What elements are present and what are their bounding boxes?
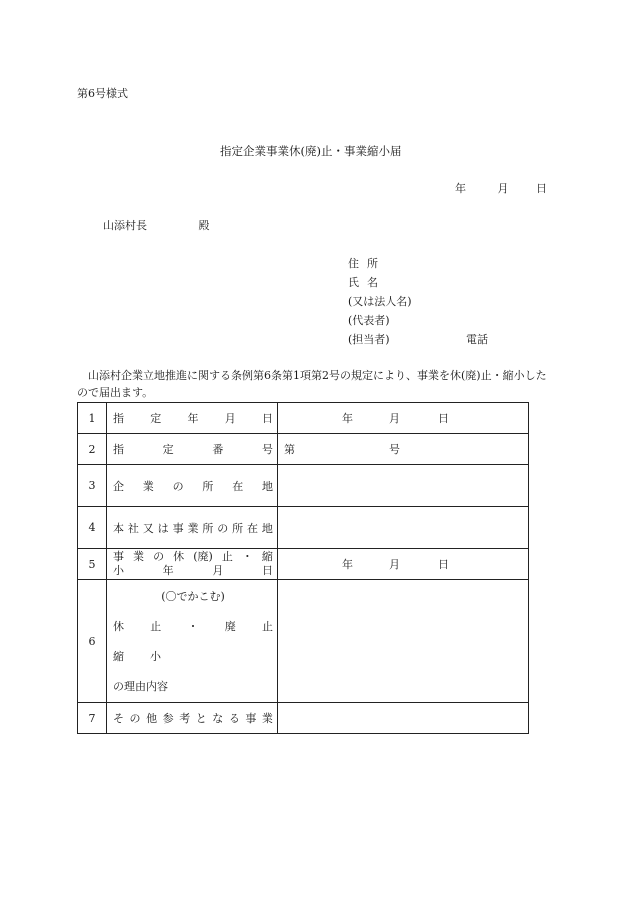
designation-number-value[interactable]: 第 号 (278, 434, 529, 465)
representative-note: (代表者) (348, 314, 390, 327)
office-location-value[interactable] (278, 507, 529, 549)
circle-instruction: (〇でかこむ) (161, 590, 225, 603)
document-title: 指定企業事業休(廃)止・事業縮小届 (220, 144, 402, 158)
suspend-abolish-options: 休 止 ・ 廃 止 (113, 620, 273, 633)
row-number: 7 (78, 703, 107, 734)
suspension-date-value[interactable]: 年 月 日 (278, 549, 529, 580)
row-label (107, 580, 278, 703)
notification-table (77, 402, 529, 734)
date-year: 年 (455, 182, 466, 195)
reduction-option: 縮 小 (113, 650, 161, 663)
table-row-designation-number (78, 434, 529, 465)
row-number: 6 (78, 580, 107, 703)
designation-date-value[interactable]: 年 月 日 (278, 403, 529, 434)
addressee-name: 山添村長 (103, 219, 147, 232)
applicant-block (348, 254, 488, 349)
row-number: 3 (78, 465, 107, 507)
name-label: 氏 名 (348, 276, 378, 289)
company-location-value[interactable] (278, 465, 529, 507)
reason-label: の理由内容 (113, 680, 168, 693)
table-row-office-location (78, 507, 529, 549)
body-text: 山添村企業立地推進に関する条例第6条第1項第2号の規定により、事業を休(廃)止・縮小したので届出ます。 (77, 369, 547, 399)
form-number: 第6号様式 (77, 87, 128, 100)
row-label: 事 業 の 休 (廃) 止 ・ 縮 小 年 月 日 (107, 549, 278, 580)
contact-note: (担当者) (348, 333, 390, 346)
table-row-company-location (78, 465, 529, 507)
row-number: 5 (78, 549, 107, 580)
table-row-suspension-date (78, 549, 529, 580)
date-day: 日 (536, 182, 547, 195)
corporation-note: (又は法人名) (348, 295, 412, 308)
row-label: 企 業 の 所 在 地 (107, 465, 278, 507)
row-label: 指 定 年 月 日 (107, 403, 278, 434)
submission-date (455, 180, 547, 196)
row-label: そ の 他 参 考 と な る 事 業 (107, 703, 278, 734)
reason-value[interactable] (278, 580, 529, 703)
addressee (103, 217, 210, 233)
other-info-value[interactable] (278, 703, 529, 734)
phone-label: 電話 (466, 333, 488, 346)
table-row-reason (78, 580, 529, 703)
table-row-other-info (78, 703, 529, 734)
row-number: 1 (78, 403, 107, 434)
table-row-designation-date (78, 403, 529, 434)
address-label: 住 所 (348, 257, 378, 270)
contact-line (348, 330, 488, 349)
date-month: 月 (497, 182, 509, 195)
row-label: 指 定 番 号 (107, 434, 278, 465)
row-number: 2 (78, 434, 107, 465)
row-number: 4 (78, 507, 107, 549)
addressee-honorific: 殿 (198, 219, 210, 232)
row-label: 本 社 又 は 事 業 所 の 所 在 地 (107, 507, 278, 549)
